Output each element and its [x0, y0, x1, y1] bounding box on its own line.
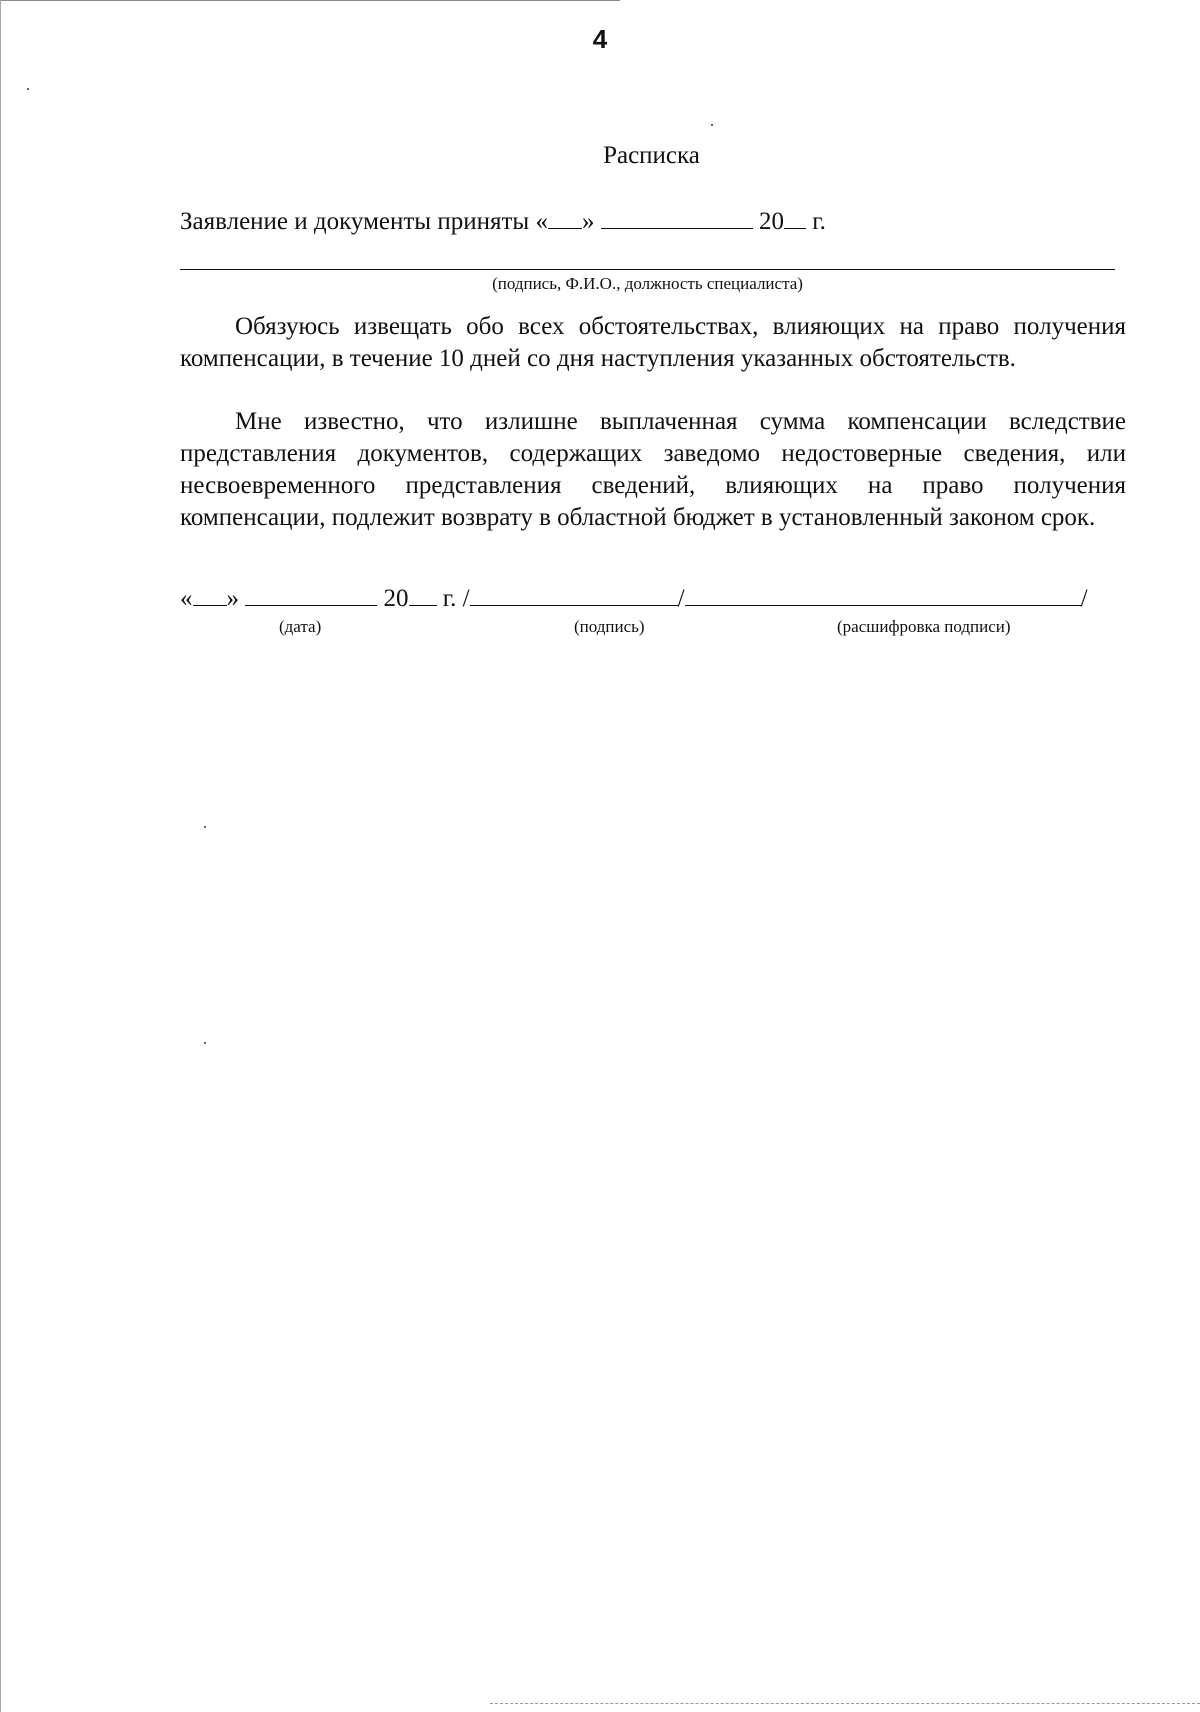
quote-close: » — [581, 208, 595, 235]
liability-paragraph: Мне известно, что излишне выплаченная сумма компенсации вследствие представления документов, содержащих заведомо недостоверные сведения, или несвоевременного представления сведений, влияющих на право получения компенсации, подлежит возврату в областной бюджет в установленный законом срок. — [180, 408, 1126, 531]
quote-open: « — [535, 208, 548, 235]
scan-speck — [204, 826, 206, 828]
acceptance-line — [180, 208, 826, 236]
acceptance-text: Заявление и документы приняты — [180, 208, 530, 235]
date-caption: (дата) — [279, 617, 322, 636]
quote-close: » — [226, 585, 239, 612]
year-blank[interactable] — [784, 208, 806, 229]
scan-edge-bottom — [490, 1703, 1200, 1704]
day-blank[interactable] — [548, 208, 582, 229]
specialist-signature-line[interactable] — [180, 269, 1115, 270]
quote-open: « — [180, 585, 193, 612]
signature-blank[interactable] — [470, 585, 678, 606]
applicant-signature-row — [180, 585, 1088, 613]
slash-separator: / — [677, 585, 685, 612]
signature-decoding-blank[interactable] — [685, 585, 1081, 606]
obligation-paragraph: Обязуюсь извещать обо всех обстоятельствах, влияющих на право получения компенсации, в течение 10 дней со дня наступления указанных обстоятельств. — [180, 313, 1126, 372]
page-number: 4 — [592, 24, 608, 54]
scan-speck — [204, 1042, 206, 1044]
year-suffix: г. / — [442, 585, 470, 612]
month-blank[interactable] — [245, 585, 377, 606]
year-prefix: 20 — [383, 585, 409, 612]
year-prefix: 20 — [758, 208, 784, 235]
scan-speck — [711, 124, 713, 126]
scan-speck — [27, 88, 29, 90]
slash-end: / — [1080, 585, 1088, 612]
specialist-signature-caption: (подпись, Ф.И.О., должность специалиста) — [492, 274, 803, 293]
document-title: Расписка — [603, 142, 700, 169]
signature-caption: (подпись) — [574, 617, 645, 636]
year-suffix: г. — [812, 208, 826, 235]
day-blank[interactable] — [193, 585, 227, 606]
year-blank[interactable] — [409, 585, 437, 606]
month-blank[interactable] — [601, 208, 753, 229]
scan-edge-left — [0, 0, 1, 1712]
signature-decoding-caption: (расшифровка подписи) — [837, 617, 1011, 636]
scan-edge-top — [0, 0, 620, 1]
